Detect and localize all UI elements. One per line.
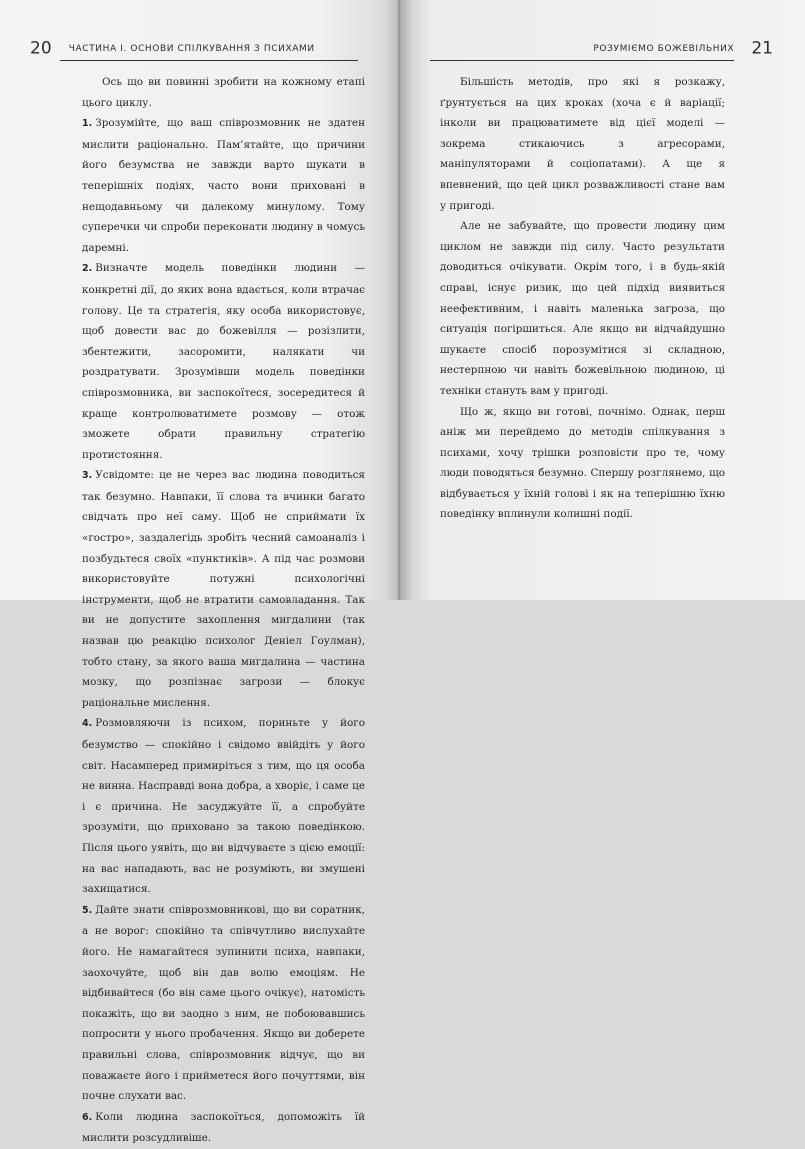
step-number: 5. <box>82 904 93 916</box>
step-text: Визначте модель поведінки людини — конкретні дії, до яких вона вдається, коли втрачає голову. Це та стратегія, яку особа використовує, щоб довести вас до божевілля — розізлити, збентежити, засоромити, налякати чи роздратувати. Зрозумівши модель поведінки співрозмовника, ви заспокоїтеся, зосередитеся й краще контролюватимете розмову — отож зможете обрати правильну стратегію протистояння. <box>82 262 365 461</box>
right-page-header <box>593 38 773 59</box>
body-paragraph-3: Що ж, якщо ви готові, почнімо. Однак, перш аніж ми перейдемо до методів спілкування з психами, хочу трішки розповісти про те, чому люди поводяться безумно. Спершу розглянемо, що відбувається у їхній голові і як на теперішню їхню поведінку вплинули колишні події. <box>440 405 725 521</box>
step-paragraph-2 <box>82 258 365 465</box>
left-page <box>0 0 400 1145</box>
right-page <box>400 0 805 600</box>
intro-paragraph: Ось що ви повинні зробити на кожному етапі цього циклу. <box>82 76 365 109</box>
step-paragraph-4 <box>82 713 365 899</box>
running-head: ЧАСТИНА І. ОСНОВИ СПІЛКУВАННЯ З ПСИХАМИ <box>68 43 315 54</box>
header-rule <box>430 60 734 61</box>
step-number: 2. <box>82 263 93 275</box>
step-number: 6. <box>82 1111 93 1123</box>
step-text: Усвідомте: це не через вас людина поводиться так безумно. Навпаки, її слова та вчинки багато свідчать про неї саму. Щоб не сприймати їх «гостро», заздалегідь зробіть чесний самоаналіз і позбудьтеся своїх «пунктиків». А під час розмови використовуйте потужні психологічні інструменти, щоб не втратити самовладання. Так ви не допустите захоплення мигдалини (так назвав цю реакцію психолог Деніел Гоулман), тобто стану, за якого ваша мигдалина — частина мозку, що розпізнає загрози — блокує раціональне мислення. <box>82 469 365 709</box>
step-paragraph-6 <box>82 1107 365 1149</box>
left-page-body <box>82 72 365 1149</box>
body-paragraph-2: Але не забувайте, що провести людину цим циклом не завжди під силу. Часто результати доводиться очікувати. Окрім того, і в будь-якій справі, існує ризик, що цей підхід виявиться неефективним, і навіть маленька загроза, що ситуація погіршиться. Але якщо ви відчайдушно шукаєте спосіб порозумітися зі складною, нестерпною чи навіть божевільною людиною, ці техніки стануть вам у пригоді. <box>440 220 725 397</box>
step-paragraph-1 <box>82 113 365 258</box>
page-number: 21 <box>751 38 773 59</box>
right-page-body <box>440 72 725 525</box>
step-number: 1. <box>82 118 93 130</box>
body-paragraph-1: Більшість методів, про які я розкажу, ґрунтується на цих кроках (хоча є й варіації; інколи ви працюватимете від цієї моделі — зокрема стикаючись з агресорами, маніпуляторами й соціопатами). А ще я впевнений, що цей цикл розважливості стане вам у пригоді. <box>440 76 725 212</box>
step-text: Дайте знати співрозмовникові, що ви соратник, а не ворог: спокійно та співчутливо вислухайте його. Не намагайтеся зупинити психа, навпаки, заохочуйте, щоб він дав волю емоціям. Не відбивайтеся (бо він саме цього очікує), натомість покажіть, що ви заодно з ним, не побоювавшись попросити у нього пробачення. Якщо ви доберете правильні слова, співрозмовник відчує, що ви поважаєте його і прийметеся його почуттями, він почне слухати вас. <box>82 903 365 1103</box>
running-head: РОЗУМІЄМО БОЖЕВІЛЬНИХ <box>593 43 735 54</box>
step-number: 4. <box>82 718 93 730</box>
step-number: 3. <box>82 470 93 482</box>
step-text: Коли людина заспокоїться, допоможіть їй мислити розсудливіше. <box>82 1110 365 1145</box>
step-paragraph-5 <box>82 900 365 1107</box>
header-rule <box>60 60 358 61</box>
step-text: Зрозумійте, що ваш співрозмовник не здатен мислити раціонально. Пам’ятайте, що причини його безумства не завжди варто шукати в теперішніх подіях, часто вони приховані в нещодавньому чи далекому минулому. Тому суперечки чи спроби переконати людину в чомусь даремні. <box>82 117 365 254</box>
page-number: 20 <box>30 38 52 59</box>
step-text: Розмовляючи із психом, пориньте у його безумство — спокійно і свідомо ввійдіть у його світ. Насамперед примиріться з тим, що ця особа не винна. Насправді вона добра, а хворіє, і саме це і є причина. Не засуджуйте її, а спробуйте зрозуміти, що приховано за такою поведінкою. Після цього уявіть, що ви відчуваєте з цією емоції: на вас нападають, вас не розуміють, ви змушені захищатися. <box>82 717 365 896</box>
left-page-header <box>30 38 315 59</box>
step-paragraph-3 <box>82 465 365 713</box>
